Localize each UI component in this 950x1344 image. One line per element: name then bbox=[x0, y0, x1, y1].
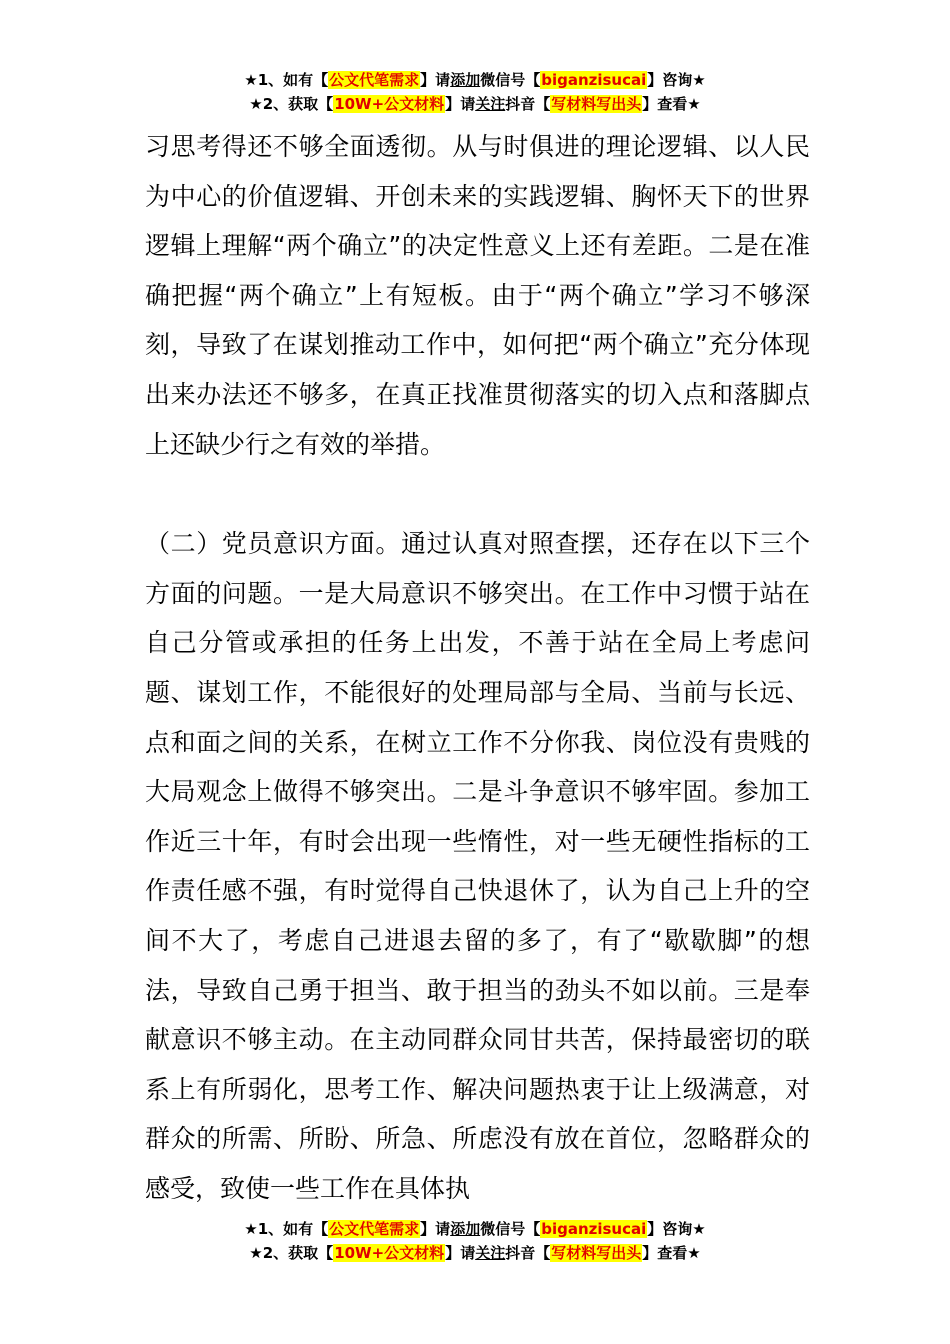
banner-text: ★1、如有【 bbox=[244, 71, 329, 89]
highlight-douyin-account: 写材料写出头 bbox=[551, 1244, 642, 1262]
banner-line-1 bbox=[0, 1217, 950, 1241]
banner-text: 】请 bbox=[445, 1244, 476, 1262]
banner-text: ★2、获取【 bbox=[249, 95, 334, 113]
footer-banner bbox=[0, 1217, 950, 1265]
banner-text: 】请 bbox=[445, 95, 476, 113]
banner-text: 微信号【 bbox=[480, 1220, 541, 1238]
banner-underlined-text: 关注 bbox=[475, 1244, 506, 1262]
banner-text: 抖音【 bbox=[505, 95, 551, 113]
banner-text: 】咨询★ bbox=[647, 71, 706, 89]
banner-line-1 bbox=[0, 68, 950, 92]
banner-text: 】咨询★ bbox=[647, 1220, 706, 1238]
paragraph-1: 习思考得还不够全面透彻。从与时俱进的理论逻辑、以人民为中心的价值逻辑、开创未来的实践逻辑、胸怀天下的世界逻辑上理解“两个确立”的决定性意义上还有差距。二是在准确把握“两个确立”上有短板。由于“两个确立”学习不够深刻，导致了在谋划推动工作中，如何把“两个确立”充分体现出来办法还不够多，在真正找准贯彻落实的切入点和落脚点上还缺少行之有效的举措。 bbox=[145, 132, 810, 459]
banner-line-2 bbox=[0, 1241, 950, 1265]
highlight-wechat-id: biganzisucai bbox=[541, 71, 647, 89]
banner-text: 抖音【 bbox=[505, 1244, 551, 1262]
highlight-service: 公文代笔需求 bbox=[329, 71, 420, 89]
header-banner bbox=[0, 68, 950, 116]
banner-text: ★1、如有【 bbox=[244, 1220, 329, 1238]
paragraph-2: （二）党员意识方面。通过认真对照查摆，还存在以下三个方面的问题。一是大局意识不够突出。在工作中习惯于站在自己分管或承担的任务上出发，不善于站在全局上考虑问题、谋划工作，不能很好的处理局部与全局、当前与长远、点和面之间的关系，在树立工作不分你我、岗位没有贵贱的大局观念上做得不够突出。二是斗争意识不够牢固。参加工作近三十年，有时会出现一些惰性，对一些无硬性指标的工作责任感不强，有时觉得自己快退休了，认为自己上升的空间不大了，考虑自己进退去留的多了，有了“歇歇脚”的想法，导致自己勇于担当、敢于担当的劲头不如以前。三是奉献意识不够主动。在主动同群众同甘共苦，保持最密切的联系上有所弱化，思考工作、解决问题热衷于让上级满意，对群众的所需、所盼、所急、所虑没有放在首位，忽略群众的感受，致使一些工作在具体执 bbox=[145, 529, 810, 1203]
highlight-wechat-id: biganzisucai bbox=[541, 1220, 647, 1238]
banner-text: 微信号【 bbox=[480, 71, 541, 89]
highlight-douyin-account: 写材料写出头 bbox=[551, 95, 642, 113]
banner-underlined-text: 添加 bbox=[450, 71, 481, 89]
document-body bbox=[145, 122, 810, 1213]
banner-underlined-text: 添加 bbox=[450, 1220, 481, 1238]
banner-underlined-text: 关注 bbox=[475, 95, 506, 113]
paragraph-spacer bbox=[145, 469, 810, 519]
highlight-service: 公文代笔需求 bbox=[329, 1220, 420, 1238]
banner-text: ★2、获取【 bbox=[249, 1244, 334, 1262]
banner-text: 】查看★ bbox=[642, 95, 701, 113]
banner-text: 】查看★ bbox=[642, 1244, 701, 1262]
banner-text: 】请 bbox=[420, 71, 451, 89]
banner-line-2 bbox=[0, 92, 950, 116]
banner-text: 】请 bbox=[420, 1220, 451, 1238]
highlight-materials: 10W+公文材料 bbox=[334, 1244, 445, 1262]
highlight-materials: 10W+公文材料 bbox=[334, 95, 445, 113]
